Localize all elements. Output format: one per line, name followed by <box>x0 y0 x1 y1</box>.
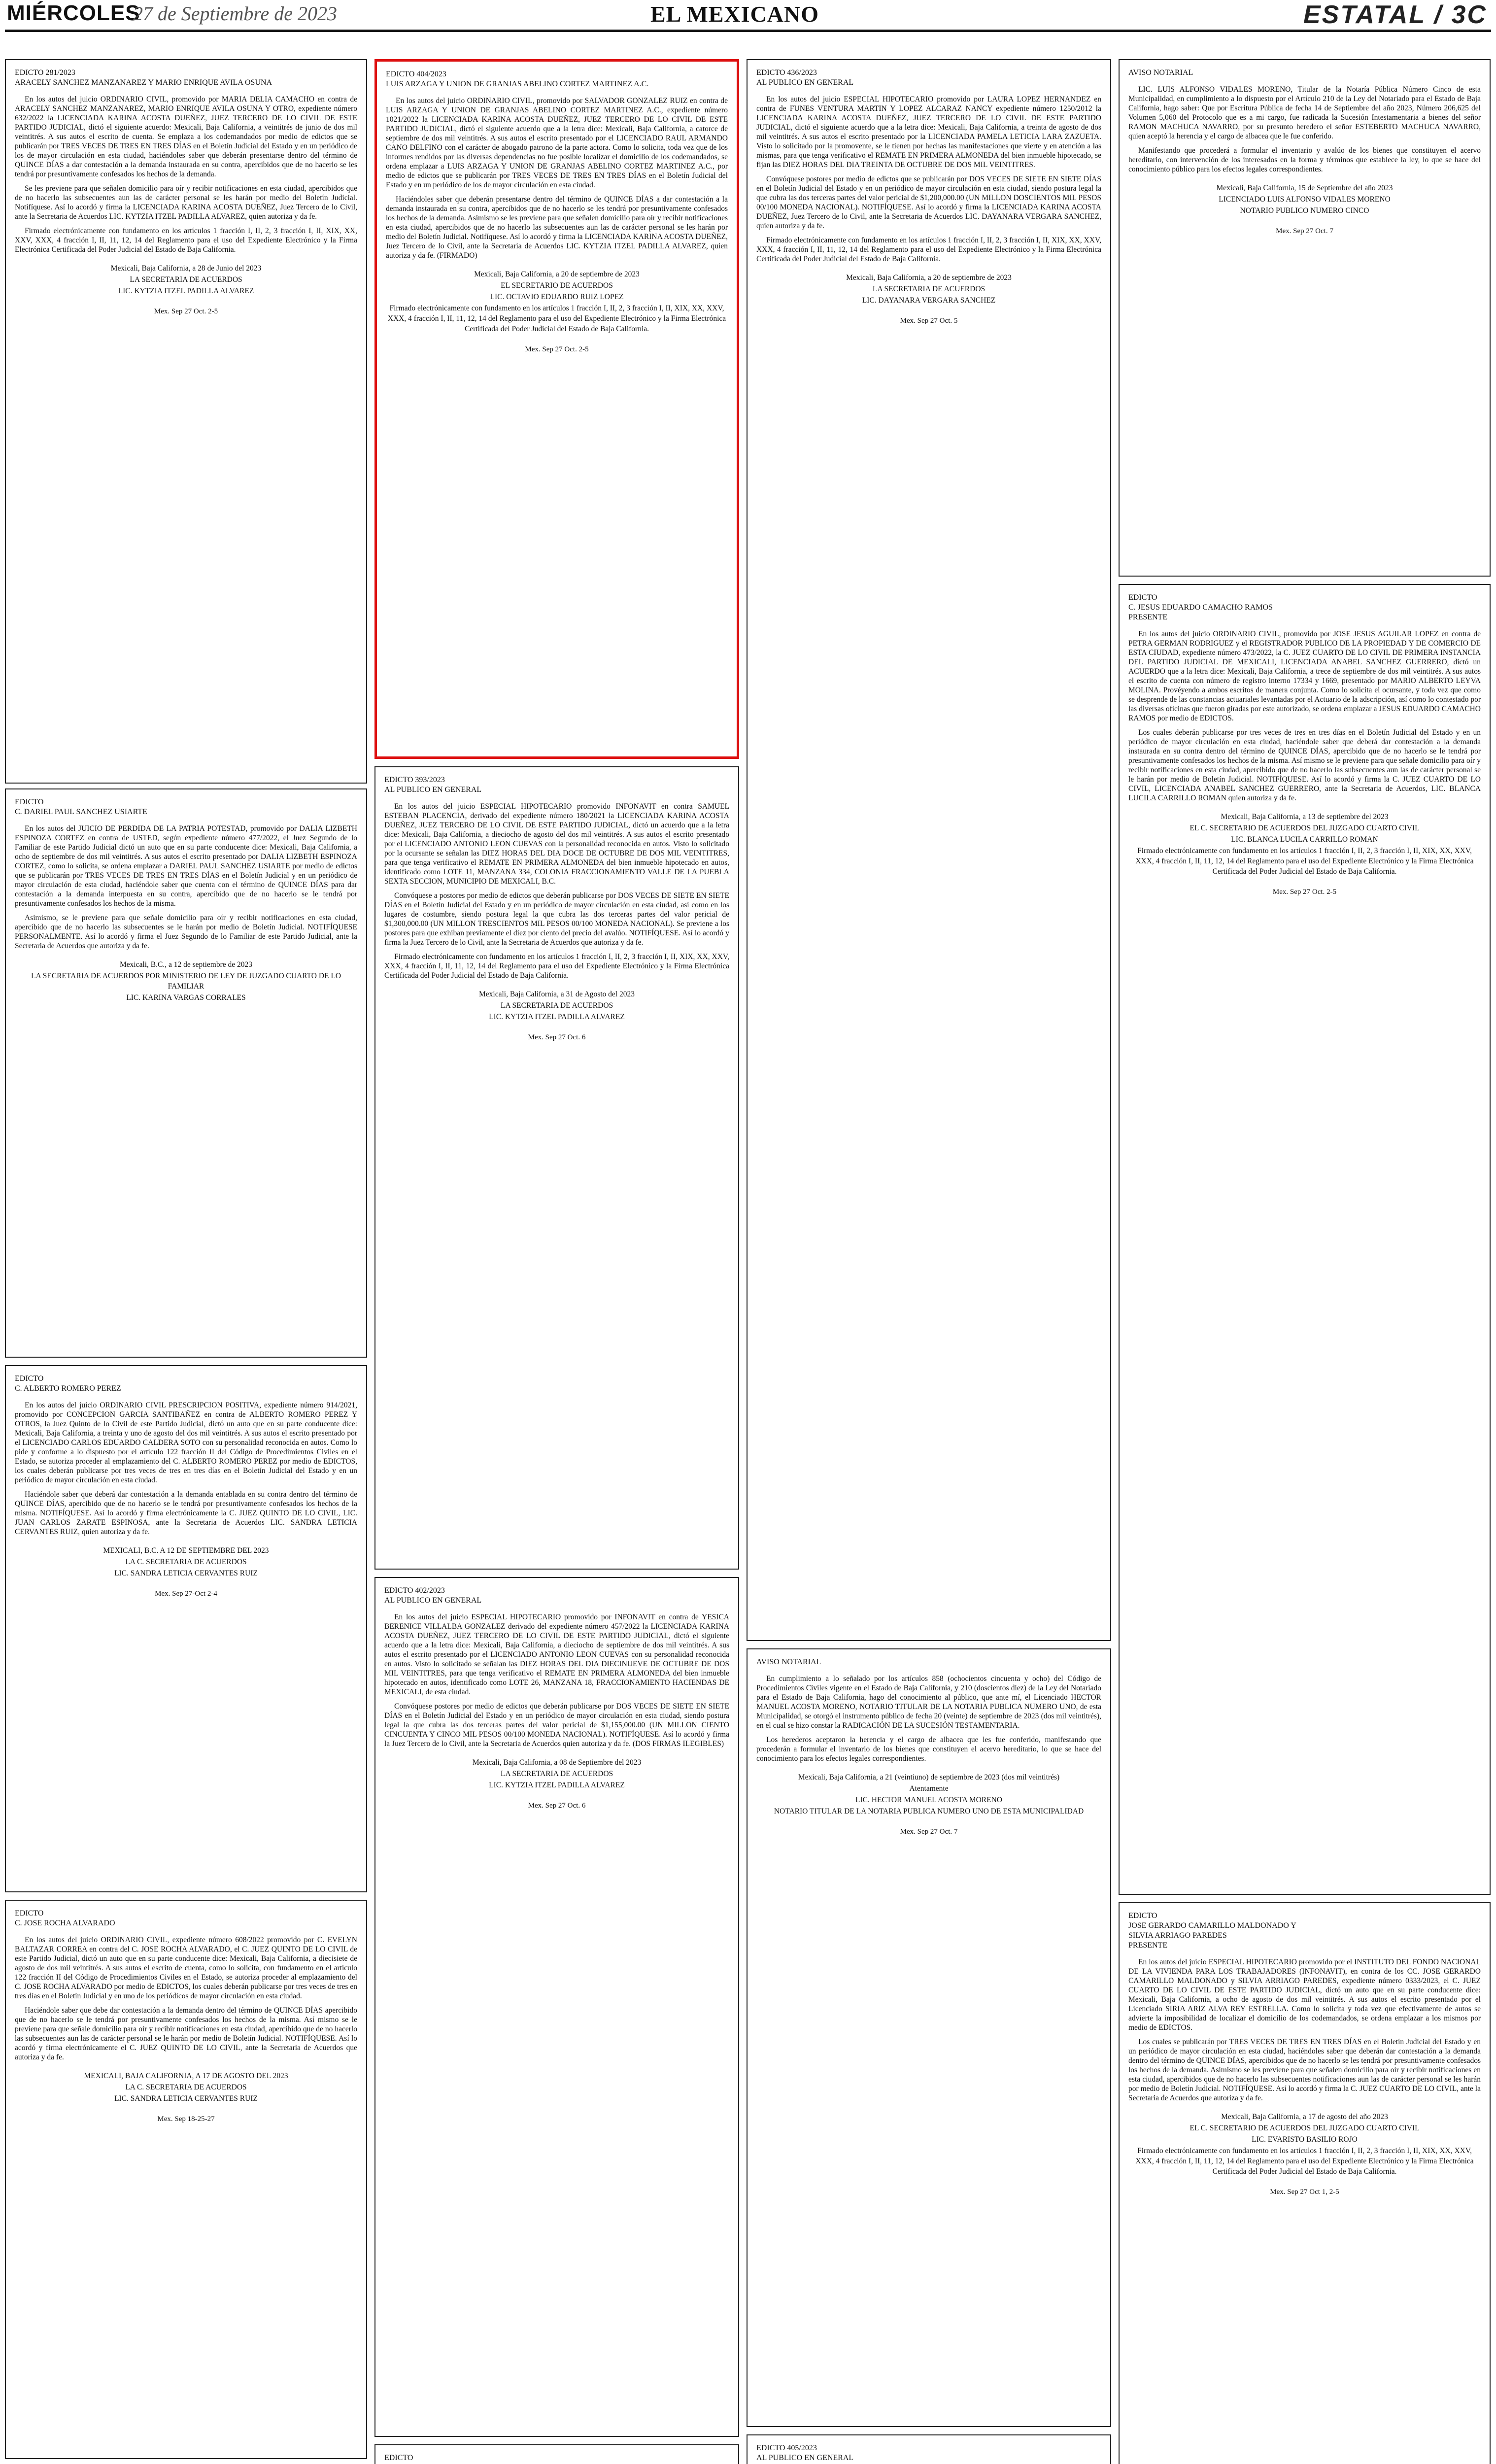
notice-paragraph: Firmado electrónicamente con fundamento en los artículos 1 fracción I, II, 2, 3 fracción I, II, XIX, XX, XXV, XXX, 4 fracción I, II, 11, 12, 14 del Reglamento para el uso del Expediente Electrónico y la Firma Electrónica Certificada del Poder Judicial del Estado de Baja California. <box>756 236 1101 263</box>
notice-paragraph: En los autos del JUICIO DE PERDIDA DE LA PATRIA POTESTAD, promovido por DALIA LIZBETH ESPINOZA CORTEZ en contra de USTED, según expediente número 477/2022, el Juez Segundo de lo Familiar de este Partido Judicial dictó un auto que en su parte conducente dice: Mexicali, Baja California, a ocho de septiembre de dos mil veintitrés. A sus autos el escrito presentado por DALIA LIZBETH ESPINOZA CORTEZ, como lo solicita, se ordena emplazar a DARIEL PAUL SANCHEZ USIARTE por medio de edictos que se publicarán por TRES VECES DE TRES EN TRES DÍAS en el Boletín Judicial y en un periódico de mayor circulación de esta ciudad, haciéndole saber que cuenta con el término de QUINCE DÍAS para dar contestación a la demanda interpuesta en su contra, apercibido que de no hacerlo se le tendrá por presuntivamente confesados los hechos de la misma. <box>15 824 357 908</box>
publication-dates: Mex. Sep 18-25-27 <box>157 2115 215 2123</box>
signature-line: Mexicali, B.C., a 12 de septiembre de 2023 <box>119 960 253 969</box>
publication-dates: Mex. Sep 27 Oct. 2-5 <box>525 345 589 353</box>
notice-paragraph: Convóquese a postores por medio de edictos que deberán publicarse por DOS VECES DE SIETE EN SIETE DÍAS en el Boletín Judicial del Estado y en un periódico de mayor circulación en esta ciudad, así como en los lugares de costumbre, siendo postura legal la que cubra las dos terceras partes del valor pericial de $1,300,000.00 (UN MILLON TRESCIENTOS MIL PESOS 00/100 MONEDA NACIONAL). Se previene a los postores para que exhiban previamente el diez por ciento del precio del avalúo. NOTIFÍQUESE. Así lo acordó y firma la Juez Tercero de lo Civil, ante la Secretaria de Acuerdos que autoriza y da fe. <box>384 891 729 947</box>
signature-line: LIC. KYTZIA ITZEL PADILLA ALVAREZ <box>489 1013 625 1021</box>
signature-line: Mexicali, Baja California, a 13 de septiembre del 2023 <box>1221 813 1389 821</box>
signature-line: MEXICALI, B.C. A 12 DE SEPTIEMBRE DEL 2023 <box>103 1546 269 1555</box>
edicto-notice <box>374 59 739 759</box>
signature-line: Firmado electrónicamente con fundamento en los artículos 1 fracción I, II, 2, 3 fracción I, II, XIX, XX, XXV, XXX, 4 fracción I, II, 11, 12, 14 del Reglamento para el uso del Expediente Electrónico y la Firma Electrónica Certificada del Poder Judicial del Estado de Baja California. <box>387 304 726 333</box>
edicto-notice <box>374 766 739 1570</box>
signature-line: LA SECRETARIA DE ACUERDOS <box>500 1001 613 1010</box>
notice-paragraph: LIC. LUIS ALFONSO VIDALES MORENO, Titular de la Notaría Pública Número Cinco de esta Municipalidad, en cumplimiento a lo dispuesto por el Artículo 210 de la Ley del Notariado para el Estado de Baja California, hago saber: Que por Escritura Pública de fecha 14 de Septiembre del año 2023, Número 206,625 del Volumen 5,060 del Protocolo que es a mi cargo, fue radicada la Sucesión Intestamentaria a bienes del señor RAMON MACHUCA NAVARRO, por su presunto heredero el señor ESTEBERTO MACHUCA NAVARRO, quien aceptó la herencia y el cargo de albacea que le fue conferido. <box>1128 85 1481 140</box>
notice-header: EDICTO 404/2023 LUIS ARZAGA Y UNION DE GRANJAS ABELINO CORTEZ MARTINEZ A.C. <box>386 70 649 88</box>
notice-paragraph: Se les previene para que señalen domicilio para oír y recibir notificaciones en esta ciudad, apercibidos que de no hacerlo las subsecuentes aun las de carácter personal se les harán por medio del Boletín Judicial. Notifíquese. Así lo acordó y firma la LICENCIADA KARINA ACOSTA DUEÑEZ, Juez Tercero de lo Civil, ante la Secretaria de Acuerdos LIC. KYTZIA ITZEL PADILLA ALVAREZ, quien autoriza y da fe. <box>15 184 357 221</box>
notice-body <box>756 1674 1101 1763</box>
edicto-notice <box>5 1900 367 2459</box>
notice-paragraph: Asimismo, se le previene para que señale domicilio para oír y recibir notificaciones en esta ciudad, apercibido que de no hacerlo las subsecuentes se le harán por medio de Boletín Judicial. NOTIFÍQUESE PERSONALMENTE. Así lo acordó y firma el Juez Segundo de lo Familiar de este Partido Judicial, ante la Secretaria de Acuerdos que autoriza y da fe. <box>15 914 357 950</box>
notice-paragraph: En los autos del juicio ESPECIAL HIPOTECARIO promovido INFONAVIT en contra SAMUEL ESTEBAN PLACENCIA, derivado del expediente número 180/2021 la LICENCIADA KARINA ACOSTA DUEÑEZ, JUEZ TERCERO DE LO CIVIL DE ESTE PARTIDO JUDICIAL, dictó un acuerdo que a la letra dice: Mexicali, Baja California, a dieciocho de agosto del dos mil veintitrés. A sus autos el escrito presentado por el LICENCIADO ANTONIO LEON CUEVAS con la personalidad reconocida en autos. Visto lo solicitado por la ocursante se señalan las DIEZ HORAS DEL DIA DOCE DE OCTUBRE DE DOS MIL VEINTITRES, para que tenga verificativo el REMATE EN PRIMERA ALMONEDA del bien inmueble hipotecado en autos, identificado como LOTE 11, MANZANA 334, COLONIA FRACCIONAMIENTO VALLE DE LA PUEBLA SEXTA SECCION, MUNICIPIO DE MEXICALI, B.C. <box>384 802 729 886</box>
notice-header: EDICTO C. JOSE ROCHA ALVARADO <box>15 1909 115 1927</box>
notice-body <box>756 95 1101 264</box>
notice-paragraph: Los cuales se publicarán por TRES VECES DE TRES EN TRES DÍAS en el Boletín Judicial del Estado y en un periódico de mayor circulación en esta ciudad, haciéndoles saber que deberán dar contestación a la demanda dentro del término de QUINCE DÍAS, apercibidos que de no hacerlo se les tendrá por presuntivamente confesados los hechos de la demanda. Asimismo se les previene para que señalen domicilio para oír y recibir notificaciones en esta ciudad, apercibidos que de no hacerlo las subsecuentes notificaciones aun las de carácter personal se les harán por medio de Boletín Judicial. NOTIFÍQUESE. Así lo acordó y firma la C. JUEZ CUARTO DE LO CIVIL, ante la Secretaria de Acuerdos que autoriza y da fe. <box>1128 2038 1481 2102</box>
signature-line: EL SECRETARIO DE ACUERDOS <box>501 281 613 290</box>
edicto-notice <box>374 2444 739 2464</box>
notice-paragraph: Firmado electrónicamente con fundamento en los artículos 1 fracción I, II, 2, 3 fracción I, II, XIX, XX, XXV, XXX, 4 fracción I, II, 11, 12, 14 del Reglamento para el uso del Expediente Electrónico y la Firma Electrónica Certificada del Poder Judicial del Estado de Baja California. <box>15 227 357 254</box>
notice-header: EDICTO <box>384 2454 413 2462</box>
publication-dates: Mex. Sep 27 Oct. 2-5 <box>154 308 218 315</box>
notice-paragraph: En los autos del juicio ESPECIAL HIPOTECARIO promovido por el INSTITUTO DEL FONDO NACIONAL DE LA VIVIENDA PARA LOS TRABAJADORES (INFONAVIT), en contra de los CC. JOSE GERARDO CAMARILLO MALDONADO y SILVIA ARRIAGO PAREDES, expediente número 0333/2023, el C. JUEZ CUARTO DE LO CIVIL DE ESTE PARTIDO JUDICIAL, dictó un auto que en su parte conducente dice: Mexicali, Baja California, a ocho de agosto de dos mil veintitrés. A sus autos el escrito presentado por el Licenciado SIRIA ARIZ ALVA REY ESTRELLA. Como lo solicita y toda vez que efectivamente de autos se advierte la imposibilidad de localizar el domicilio de los codemandados, se ordena emplazar a los mismos por medio de EDICTOS. <box>1128 1958 1481 2032</box>
notice-header: EDICTO C. JESUS EDUARDO CAMACHO RAMOS PRESENTE <box>1128 593 1273 621</box>
edicto-notice <box>1119 59 1491 577</box>
edicto-notice <box>1119 1902 1491 2464</box>
notice-body <box>15 95 357 254</box>
notice-paragraph: En los autos del juicio ORDINARIO CIVIL, promovido por SALVADOR GONZALEZ RUIZ en contra de LUIS ARZAGA Y UNION DE GRANJAS ABELINO CORTEZ MARTINEZ A.C., expediente número 1021/2022 la LICENCIADA KARINA ACOSTA DUEÑEZ, JUEZ TERCERO DE LO CIVIL DE ESTE PARTIDO JUDICIAL, dictó el siguiente acuerdo que a la letra dice: Mexicali, Baja California, a catorce de septiembre de dos mil veintitrés. A sus autos el escrito presentado por el LICENCIADO RAUL ARMANDO CANO DELFINO con el carácter de abogado patrono de la parte actora. Como lo solicita, toda vez que de los informes rendidos por las diversas dependencias no fue posible localizar el domicilio de los codemandados, se ordena emplazar a LUIS ARZAGA Y UNION DE GRANJAS ABELINO CORTEZ MARTINEZ A.C., por medio de edictos que se publicarán por TRES VECES DE TRES EN TRES DÍAS en el Boletín Judicial del Estado y en un periódico de los de mayor circulación en esta ciudad. <box>386 97 728 189</box>
notice-header: AVISO NOTARIAL <box>1128 68 1193 77</box>
signature-line: Firmado electrónicamente con fundamento en los artículos 1 fracción I, II, 2, 3 fracción I, II, XIX, XX, XXV, XXX, 4 fracción I, II, 11, 12, 14 del Reglamento para el uso del Expediente Electrónico y la Firma Electrónica Certificada del Poder Judicial del Estado de Baja California. <box>1135 847 1474 876</box>
notice-paragraph: Haciéndole saber que debe dar contestación a la demanda dentro del término de QUINCE DÍAS apercibido que de no hacerlo se le tendrá por presuntivamente confesados los hechos de la misma. Así mismo se le previene para que señale domicilio para oír y recibir notificaciones en esta ciudad, apercibido que de no hacerlo las subsecuentes aun las de carácter personal se le harán por medio de Boletín Judicial. NOTIFÍQUESE. Así lo acordó y firma electrónicamente el C. JUEZ QUINTO DE LO CIVIL, ante la Secretaria de Acuerdos que autoriza y da fe. <box>15 2006 357 2061</box>
masthead-date: 27 de Septiembre de 2023 <box>133 2 337 25</box>
signature-line: LIC. SANDRA LETICIA CERVANTES RUIZ <box>114 2094 258 2103</box>
notice-paragraph: Haciéndoles saber que deberán presentarse dentro del término de QUINCE DÍAS a dar contestación a la demanda instaurada en su contra, apercibidos que de no hacerlo se les tendrá por presuntivamente confesados los hechos de la demanda. Asimismo se les previene para que señalen domicilio para oír y recibir notificaciones en esta ciudad, apercibidos que de no hacerlo las subsecuentes aun las de carácter personal se les harán por medio del Boletín Judicial. Notifíquese. Así lo acordó y firma la LICENCIADA KARINA ACOSTA DUEÑEZ, Juez Tercero de lo Civil, ante la Secretaria de Acuerdos LIC. KYTZIA ITZEL PADILLA ALVAREZ, quien autoriza y da fe. (FIRMADO) <box>386 195 728 260</box>
signature-line: LIC. KARINA VARGAS CORRALES <box>126 993 246 1002</box>
notice-paragraph: En los autos del juicio ESPECIAL HIPOTECARIO promovido por LAURA LOPEZ HERNANDEZ en contra de FUNES VENTURA MARTIN Y LOPEZ ALCARAZ NANCY expediente número 1250/2012 la LICENCIADA KARINA ACOSTA DUEÑEZ, JUEZ TERCERO DE LO CIVIL DE ESTE PARTIDO JUDICIAL, dictó el siguiente acuerdo que a la letra dice: Mexicali, Baja California, a treinta de agosto de dos mil veintitrés. A sus autos el escrito presentado por la LICENCIADA PAMELA LETICIA LARA ZAZUETA. Visto lo solicitado por la promovente, se le tienen por hechas las manifestaciones que vierte y en atención a las mismas, para que tenga verificativo el REMATE EN PRIMERA ALMONEDA del bien inmueble hipotecado, se fijan las DIEZ HORAS DEL DIA TREINTA DE OCTUBRE DE DOS MIL VEINTITRES. <box>756 95 1101 169</box>
publication-dates: Mex. Sep 27 Oct. 7 <box>1276 227 1333 235</box>
masthead-section: ESTATAL / 3C <box>1303 0 1487 29</box>
notice-body <box>384 1612 729 1748</box>
edicto-notice <box>747 1648 1111 2427</box>
notice-paragraph: Los herederos aceptaron la herencia y el cargo de albacea que les fue conferido, manifestando que procederán a formular el inventario de los bienes que constituyen el acervo hereditario, lo que se hace del conocimiento para los efectos legales correspondientes. <box>756 1736 1101 1763</box>
publication-dates: Mex. Sep 27 Oct. 5 <box>900 317 958 325</box>
signature-line: Firmado electrónicamente con fundamento en los artículos 1 fracción I, II, 2, 3 fracción I, II, XIX, XX, XXV, XXX, 4 fracción I, II, 11, 12, 14 del Reglamento para el uso del Expediente Electrónico y la Firma Electrónica Certificada del Poder Judicial del Estado de Baja California. <box>1135 2147 1474 2176</box>
signature-line: LIC. KYTZIA ITZEL PADILLA ALVAREZ <box>118 287 254 295</box>
notice-signature <box>756 1772 1101 1816</box>
notice-body <box>1128 85 1481 174</box>
signature-line: Mexicali, Baja California, a 20 de septiembre de 2023 <box>474 270 640 278</box>
edicto-notice <box>374 1577 739 2437</box>
signature-line: LA C. SECRETARIA DE ACUERDOS <box>125 2083 247 2091</box>
notice-body <box>15 1401 357 1537</box>
notice-paragraph: En cumplimiento a lo señalado por los artículos 858 (ochocientos cincuenta y ocho) del Código de Procedimientos Civiles vigente en el Estado de Baja California, y 210 (doscientos diez) de la Ley del Notariado para el Estado de Baja California, hago del conocimiento al público, que ante mí, el Licenciado HECTOR MANUEL ACOSTA MORENO, NOTARIO TITULAR DE LA NOTARIA PUBLICA NUMERO UNO, de esta Municipalidad, se otorgó el instrumento público de fecha 20 (veinte) de septiembre de 2023 (dos mil veintitrés), en el cual se hizo constar la RADICACIÓN DE LA SUCESIÓN TESTAMENTARIA. <box>756 1675 1101 1730</box>
signature-line: EL C. SECRETARIO DE ACUERDOS DEL JUZGADO CUARTO CIVIL <box>1190 824 1420 832</box>
publication-dates: Mex. Sep 27 Oct. 7 <box>900 1828 958 1836</box>
publication-dates: Mex. Sep 27 Oct. 6 <box>528 1033 586 1041</box>
notice-body <box>1128 629 1481 803</box>
signature-line: LIC. HECTOR MANUEL ACOSTA MORENO <box>855 1796 1002 1804</box>
publication-dates: Mex. Sep 27 Oct. 6 <box>528 1802 586 1810</box>
notice-signature <box>384 989 729 1022</box>
signature-line: LIC. BLANCA LUCILA CARRILLO ROMAN <box>1231 835 1378 844</box>
edicto-notice <box>5 59 367 784</box>
notice-paragraph: Manifestando que procederá a formular el inventario y avalúo de los bienes que constituyen el acervo hereditario, con intervención de los interesados en la forma y términos que establece la ley, lo que se hace del conocimiento público para los efectos legales correspondientes. <box>1128 146 1481 173</box>
notice-signature <box>1128 2112 1481 2177</box>
notice-signature <box>15 2071 357 2104</box>
edicto-notice <box>747 59 1111 1641</box>
edicto-notice <box>5 788 367 1358</box>
signature-line: Mexicali, Baja California, a 28 de Junio del 2023 <box>110 264 262 273</box>
notice-signature <box>1128 812 1481 877</box>
signature-line: Mexicali, Baja California, a 21 (veintiuno) de septiembre de 2023 (dos mil veintitrés) <box>798 1773 1060 1781</box>
notice-header: EDICTO 405/2023 AL PUBLICO EN GENERAL <box>756 2444 854 2462</box>
signature-line: LA SECRETARIA DE ACUERDOS <box>872 285 986 293</box>
notice-body <box>15 1935 357 2062</box>
notice-paragraph: En los autos del juicio ORDINARIO CIVIL, expediente número 608/2022 promovido por C. EVELYN BALTAZAR CORREA en contra del C. JOSE ROCHA ALVARADO, el C. JUEZ QUINTO DE LO CIVIL de este Partido Judicial, dictó un auto que en su parte conducente dice: Mexicali, Baja California, a diecisiete de agosto de dos mil veintitrés. A sus autos el escrito de cuenta, como lo solicita, con fundamento en el artículo 122 fracción II del Código de Procedimientos Civiles en el Estado, se autoriza proceder al emplazamiento del C. JOSE ROCHA ALVARADO por medio de EDICTOS, los cuales deberán publicarse por tres veces de tres en tres días en el Boletín Judicial y en uno de los periódicos de mayor circulación en esta ciudad. <box>15 1936 357 2000</box>
notice-paragraph: En los autos del juicio ESPECIAL HIPOTECARIO promovido por INFONAVIT en contra de YESICA BERENICE VILLALBA GONZALEZ derivado del expediente número 457/2022 la LICENCIADA KARINA ACOSTA DUEÑEZ, JUEZ TERCERO DE LO CIVIL DE ESTE PARTIDO JUDICIAL, dictó el siguiente acuerdo que a la letra dice: Mexicali, Baja California, a dieciocho de septiembre de dos mil veintitrés. A sus autos el escrito presentado por el LICENCIADO ANTONIO LEON CUEVAS con su personalidad reconocida en autos. Visto lo solicitado se señalan las DIEZ HORAS DEL DIA DIECINUEVE DE OCTUBRE DE DOS MIL VEINTITRES, para que tenga verificativo el REMATE EN PRIMERA ALMONEDA del bien inmueble hipotecado en autos, identificado como LOTE 26, MANZANA 18, FRACCIONAMIENTO HACIENDAS DE MEXICALI, de esta ciudad. <box>384 1613 729 1696</box>
signature-line: LIC. EVARISTO BASILIO ROJO <box>1252 2135 1358 2144</box>
signature-line: LIC. KYTZIA ITZEL PADILLA ALVAREZ <box>489 1781 625 1789</box>
signature-line: LA SECRETARIA DE ACUERDOS <box>130 275 242 284</box>
signature-line: NOTARIO PUBLICO NUMERO CINCO <box>1240 206 1369 215</box>
notice-paragraph: En los autos del juicio ORDINARIO CIVIL, promovido por MARIA DELIA CAMACHO en contra de ARACELY SANCHEZ MANZANAREZ, MARIO ENRIQUE AVILA OSUNA Y OTRO, expediente número 632/2022 la LICENCIADA KARINA ACOSTA DUEÑEZ, JUEZ TERCERO DE LO CIVIL DE ESTE PARTIDO JUDICIAL, dictó el siguiente acuerdo: Mexicali, Baja California, a veintitrés de junio de dos mil veintitrés. A sus autos el escrito de cuenta. Se emplaza a los codemandados por medio de edictos que se publicarán por TRES VECES DE TRES EN TRES DÍAS en el Boletín Judicial del Estado y en un periódico de los de mayor circulación en esta ciudad, haciéndoles saber que deberán presentarse dentro del término de QUINCE DÍAS a dar contestación a la demanda instaurada en su contra, apercibidos que de no hacerlo se les tendrá por presuntivamente confesados los hechos de la demanda. <box>15 95 357 178</box>
signature-line: LA SECRETARIA DE ACUERDOS POR MINISTERIO DE LEY DE JUZGADO CUARTO DE LO FAMILIAR <box>31 972 341 991</box>
notice-header: EDICTO C. ALBERTO ROMERO PEREZ <box>15 1374 121 1393</box>
notice-signature <box>386 269 728 334</box>
notice-signature <box>15 263 357 296</box>
signature-line: EL C. SECRETARIO DE ACUERDOS DEL JUZGADO CUARTO CIVIL <box>1190 2124 1420 2132</box>
edicto-notice <box>747 2434 1111 2464</box>
masthead <box>0 0 1496 29</box>
notice-header: EDICTO 281/2023 ARACELY SANCHEZ MANZANAREZ Y MARIO ENRIQUE AVILA OSUNA <box>15 68 272 87</box>
edicto-notice <box>1119 584 1491 1895</box>
notice-body <box>1128 1957 1481 2103</box>
signature-line: LA SECRETARIA DE ACUERDOS <box>500 1770 613 1778</box>
notice-paragraph: Convóquese postores por medio de edictos que se publicarán por DOS VECES DE SIETE EN SIETE DÍAS en el Boletín Judicial del Estado y en un periódico de mayor circulación en esta ciudad, siendo postura legal la que cubra las dos terceras partes del valor pericial de $1,200,000.00 (UN MILLON DOSCIENTOS MIL PESOS 00/100 MONEDA NACIONAL). NOTIFÍQUESE. Así lo acordó y firma la LICENCIADA KARINA ACOSTA DUEÑEZ, Juez Tercero de lo Civil, ante la Secretaria de Acuerdos LIC. DAYANARA VERGARA SANCHEZ, quien autoriza y da fe. <box>756 175 1101 230</box>
signature-line: Atentamente <box>909 1784 949 1793</box>
signature-line: MEXICALI, BAJA CALIFORNIA, A 17 DE AGOSTO DEL 2023 <box>84 2072 288 2080</box>
notice-header: EDICTO 393/2023 AL PUBLICO EN GENERAL <box>384 776 482 794</box>
notice-paragraph: Firmado electrónicamente con fundamento en los artículos 1 fracción I, II, 2, 3 fracción I, II, XIX, XX, XXV, XXX, 4 fracción I, II, 11, 12, 14 del Reglamento para el uso del Expediente Electrónico y la Firma Electrónica Certificada del Poder Judicial del Estado de Baja California. <box>384 953 729 980</box>
notice-signature <box>1128 183 1481 216</box>
signature-line: Mexicali, Baja California, 15 de Septiembre del año 2023 <box>1216 184 1393 192</box>
notice-body <box>15 824 357 951</box>
notice-header: AVISO NOTARIAL <box>756 1658 821 1666</box>
notice-signature <box>756 273 1101 306</box>
masthead-day: MIÉRCOLES <box>7 1 140 25</box>
masthead-paper-name: EL MEXICANO <box>650 1 819 27</box>
notice-paragraph: En los autos del juicio ORDINARIO CIVIL, promovido por JOSE JESUS AGUILAR LOPEZ en contra de PETRA GERMAN RODRIGUEZ y el REGISTRADOR PUBLICO DE LA PROPIEDAD Y DE COMERCIO DE ESTA CIUDAD, expediente número 473/2022, la C. JUEZ CUARTO DE LO CIVIL DE PRIMERA INSTANCIA DEL PARTIDO JUDICIAL DE MEXICALI, LICENCIADA ANABEL SANCHEZ GUERRERO, dictó un ACUERDO que a la letra dice: Mexicali, Baja California, a trece de septiembre de dos mil veintitrés. A sus autos el escrito de cuenta con número de registro interno 17334 y 1669, presentado por MARIO ALBERTO LEYVA MOLINA. Provéyendo a ambos escritos de manera conjunta. Como lo solicita el ocursante, y toda vez que como se desprende de las constancias actuariales levantadas por el Actuario de la adscripción, así como lo contestado por las diversas oficinas que fueron giradas por este autorizado, se ordena emplazar a JESUS EDUARDO CAMACHO RAMOS por medio de EDICTOS. <box>1128 630 1481 722</box>
notice-body <box>386 96 728 260</box>
notice-header: EDICTO 402/2023 AL PUBLICO EN GENERAL <box>384 1586 482 1605</box>
signature-line: Mexicali, Baja California, a 17 de agosto del año 2023 <box>1221 2113 1388 2121</box>
signature-line: Mexicali, Baja California, a 08 de Septiembre del 2023 <box>472 1758 642 1767</box>
signature-line: Mexicali, Baja California, a 20 de septiembre de 2023 <box>846 274 1012 282</box>
signature-line: LIC. DAYANARA VERGARA SANCHEZ <box>862 296 996 305</box>
notice-header: EDICTO JOSE GERARDO CAMARILLO MALDONADO Y SILVIA ARRIAGO PAREDES PRESENTE <box>1128 1912 1296 1950</box>
notice-paragraph: Los cuales deberán publicarse por tres veces de tres en tres días en el Boletín Judicial del Estado y en un periódico de mayor circulación en esta ciudad, haciéndole saber que deberá dar contestación a la demanda instaurada en su contra dentro del término de QUINCE DÍAS, apercibido que de no hacerlo se le tendrá por presuntivamente confesados los hechos de la misma. Así mismo se le previene para que señale domicilio para oír y recibir notificaciones en esta ciudad, apercibido que de no hacerlo las subsecuentes aun las de carácter personal se le harán por medio de Boletín Judicial. NOTIFÍQUESE. Así lo acordó y firma la C. JUEZ CUARTO DE LO CIVIL, LICENCIADA ANABEL SANCHEZ GUERRERO, ante la Secretaria de Acuerdos, LIC. BLANCA LUCILA CARRILLO ROMAN quien autoriza y da fe. <box>1128 728 1481 802</box>
masthead-rule <box>5 30 1491 32</box>
notice-signature <box>15 1545 357 1578</box>
notice-header: EDICTO C. DARIEL PAUL SANCHEZ USIARTE <box>15 798 147 816</box>
edicto-notice <box>5 1365 367 1892</box>
notice-paragraph: Convóquese postores por medio de edictos que deberán publicarse por DOS VECES DE SIETE EN SIETE DÍAS en el Boletín Judicial del Estado y en un periódico de mayor circulación en esta ciudad, siendo postura legal la que cubra las dos terceras partes del valor pericial de $1,155,000.00 (UN MILLON CIENTO CINCUENTA Y CINCO MIL PESOS 00/100 MONEDA NACIONAL). NOTIFÍQUESE. Así lo acordó y firma la Juez Tercero de lo Civil, ante la Secretaria de Acuerdos quien autoriza y da fe. (DOS FIRMAS ILEGIBLES) <box>384 1702 729 1748</box>
signature-line: LA C. SECRETARIA DE ACUERDOS <box>125 1558 247 1566</box>
signature-line: LIC. OCTAVIO EDUARDO RUIZ LOPEZ <box>490 293 624 301</box>
publication-dates: Mex. Sep 27 Oct. 2-5 <box>1272 888 1337 896</box>
notice-signature <box>15 959 357 1003</box>
notice-paragraph: Haciéndole saber que deberá dar contestación a la demanda entablada en su contra dentro del término de QUINCE DÍAS, apercibido que de no hacerlo se le tendrá por presuntivamente confesados los hechos de la misma. NOTIFÍQUESE. Así lo acordó y firma electrónicamente la C. JUEZ QUINTO DE LO CIVIL, LIC. JUAN CARLOS ZARATE ESPINOSA, ante la Secretaria de Acuerdos LIC. SANDRA LETICIA CERVANTES RUIZ, quien autoriza y da fe. <box>15 1490 357 1536</box>
signature-line: NOTARIO TITULAR DE LA NOTARIA PUBLICA NUMERO UNO DE ESTA MUNICIPALIDAD <box>774 1807 1084 1815</box>
publication-dates: Mex. Sep 27 Oct 1, 2-5 <box>1270 2188 1339 2196</box>
publication-dates: Mex. Sep 27-Oct 2-4 <box>155 1590 217 1598</box>
signature-line: Mexicali, Baja California, a 31 de Agosto del 2023 <box>479 990 635 998</box>
notice-body <box>384 802 729 980</box>
notice-paragraph: En los autos del juicio ORDINARIO CIVIL PRESCRIPCION POSITIVA, expediente número 914/2021, promovido por CONCEPCION GARCIA SANTIBAÑEZ en contra de ALBERTO ROMERO PEREZ Y OTROS, la Juez Quinto de lo Civil de este Partido Judicial, dictó un auto que en su parte conducente dice: Mexicali, Baja California, a treinta y uno de agosto del dos mil veintitrés. A sus autos el escrito presentado por el LICENCIADO CARLOS EDUARDO CALDERA SOTO con su personalidad reconocida en autos. Como lo pide y conforme a lo dispuesto por el artículo 122 fracción II del Código de Procedimientos Civiles en el Estado, se autoriza proceder al emplazamiento del C. ALBERTO ROMERO PEREZ por medio de EDICTOS, los cuales deberán publicarse por tres veces de tres en tres días en el Boletín Judicial del Estado y en un periódico de mayor circulación en esta ciudad. <box>15 1401 357 1484</box>
notice-header: EDICTO 436/2023 AL PUBLICO EN GENERAL <box>756 68 854 87</box>
signature-line: LICENCIADO LUIS ALFONSO VIDALES MORENO <box>1219 195 1391 204</box>
signature-line: LIC. SANDRA LETICIA CERVANTES RUIZ <box>114 1569 258 1577</box>
notice-signature <box>384 1757 729 1790</box>
